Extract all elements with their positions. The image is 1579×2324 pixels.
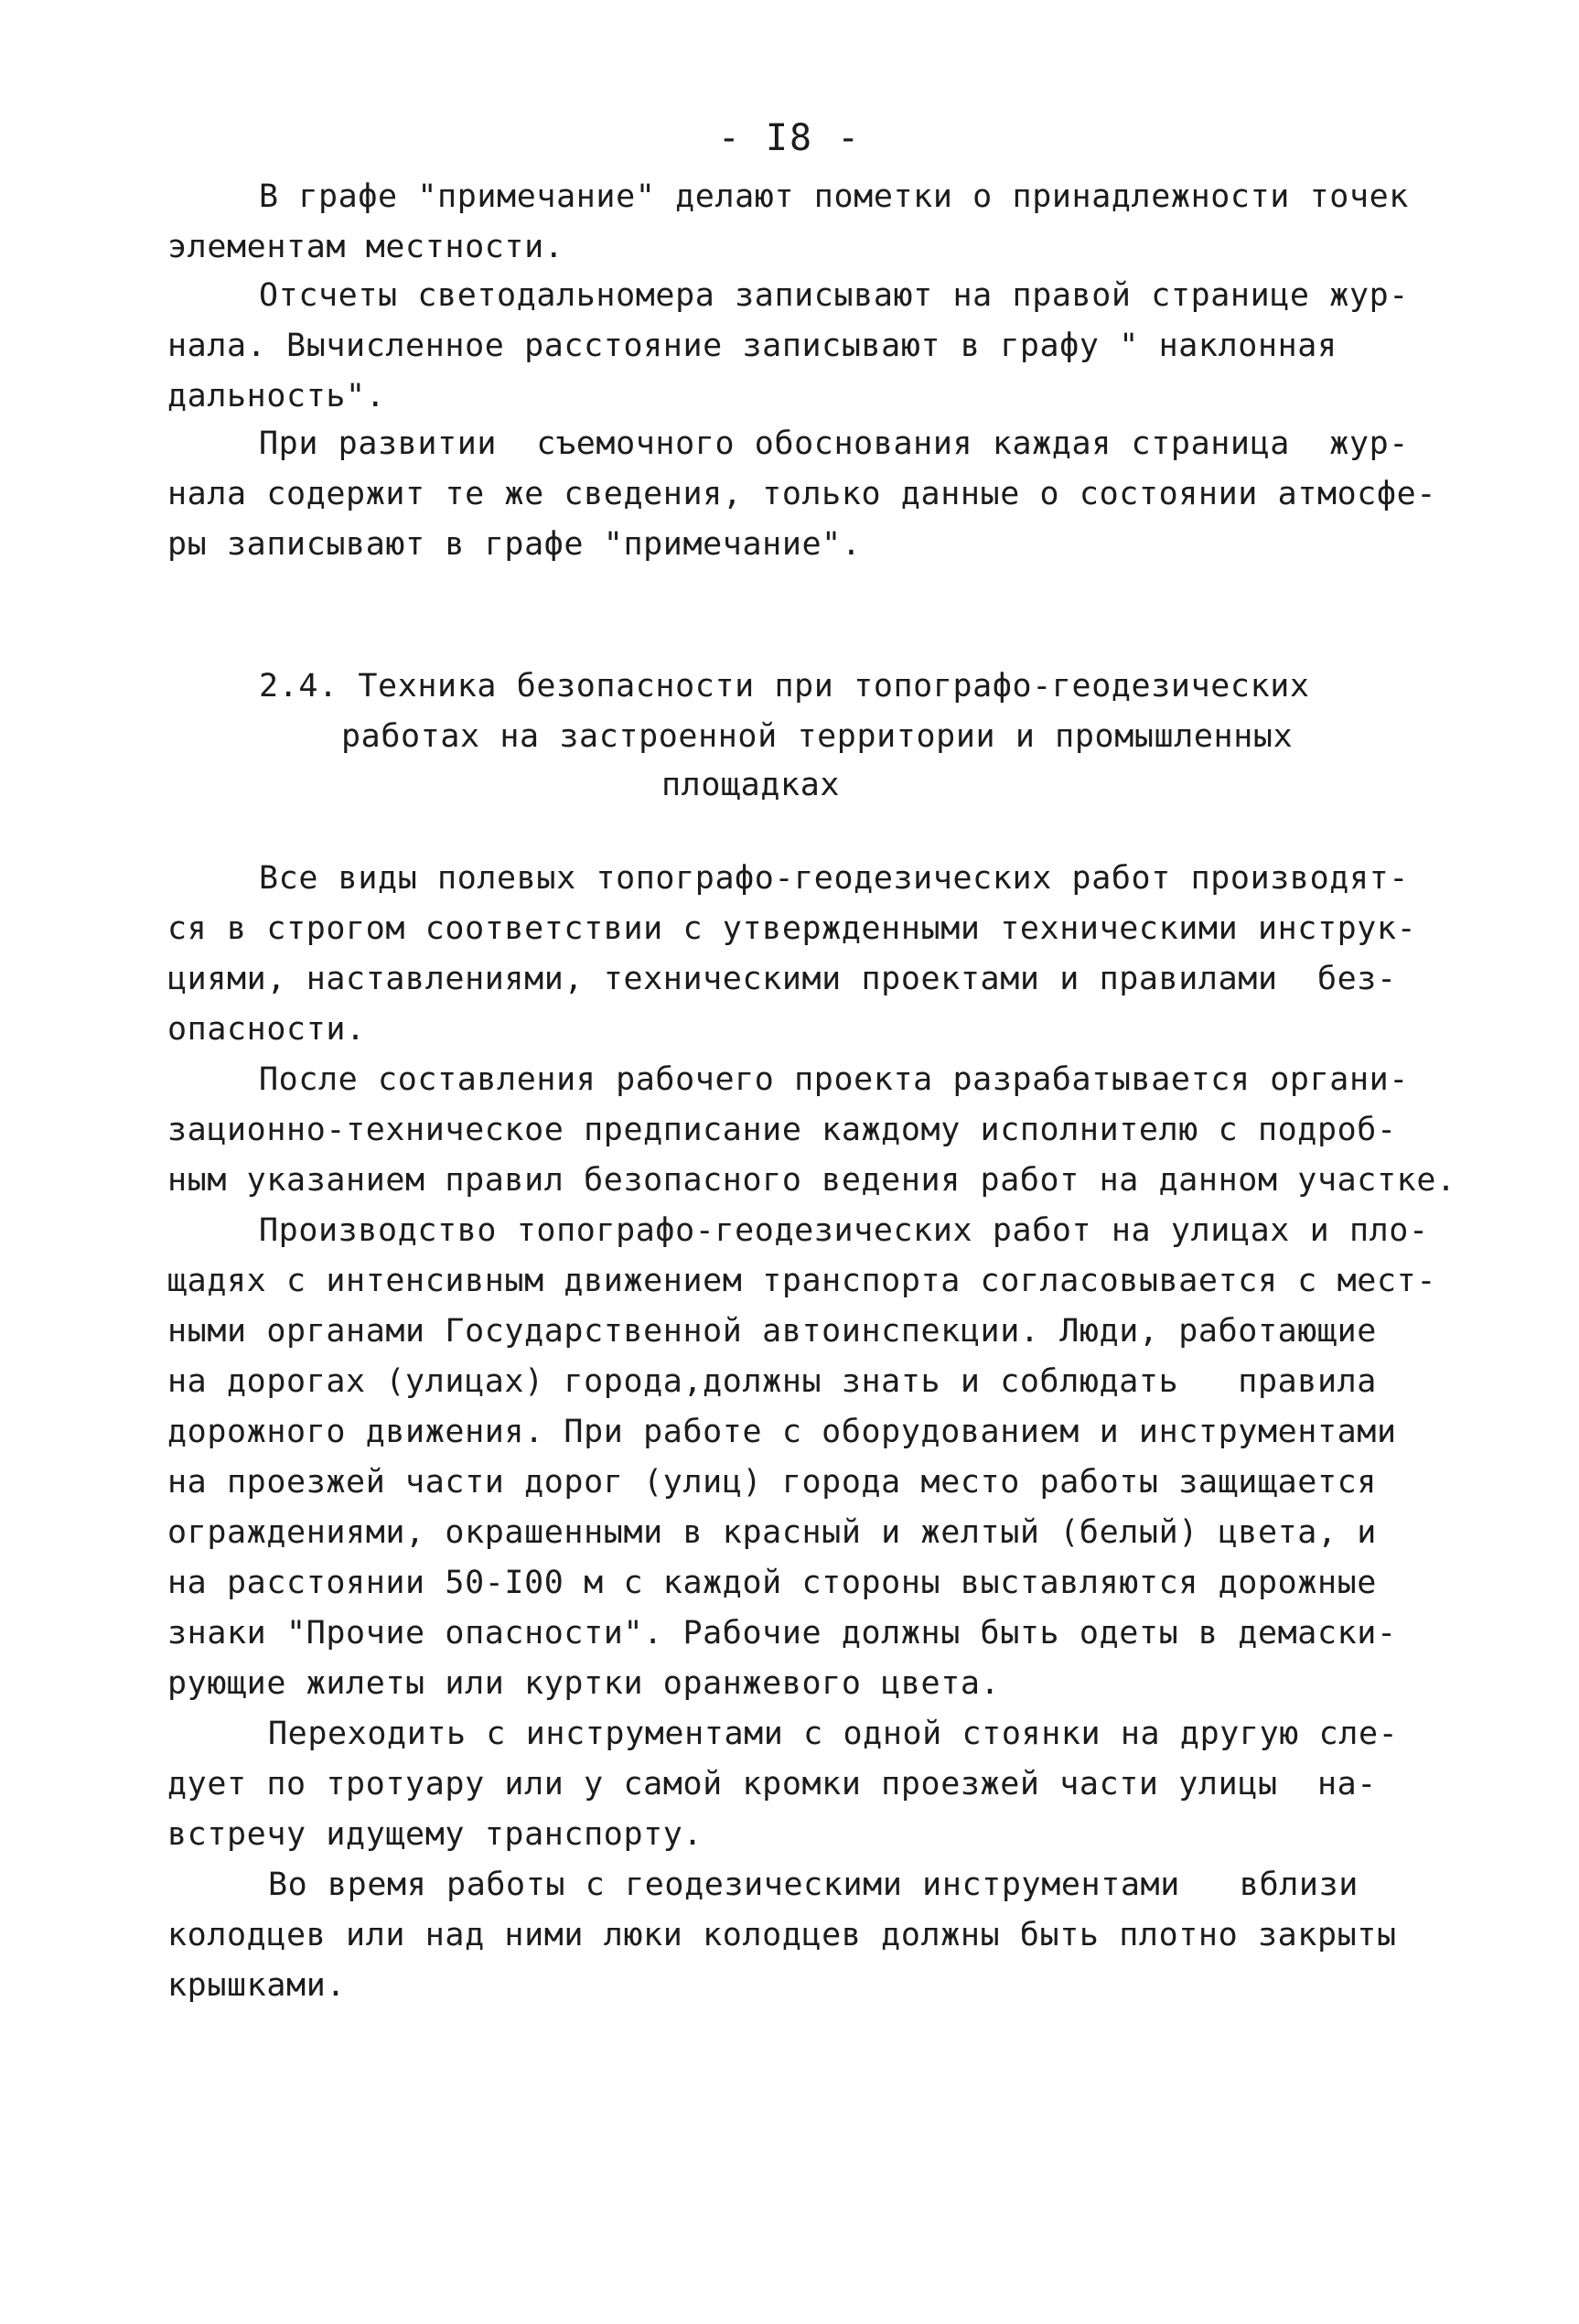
text-line: ным указанием правил безопасного ведения работ на данном участке. (167, 1162, 1456, 1199)
text-line: зационно-техническое предписание каждому исполнителю с подроб- (167, 1112, 1397, 1148)
text-line: нала содержит те же сведения, только данные о состоянии атмосфе- (167, 476, 1436, 512)
text-line: Производство топографо-геодезических работ на улицах и пло- (259, 1212, 1429, 1249)
text-line: знаки "Прочие опасности". Рабочие должны быть одеты в демаски- (167, 1615, 1397, 1652)
text-line: колодцев или над ними люки колодцев должны быть плотно закрыты (167, 1917, 1397, 1953)
text-line: дорожного движения. При работе с оборудованием и инструментами (167, 1414, 1397, 1450)
text-line: нала. Вычисленное расстояние записывают в графу " наклонная (167, 328, 1337, 364)
section-heading-line-2: работах на застроенной территории и промышленных (341, 718, 1294, 755)
text-line: на расстоянии 50-I00 м с каждой стороны выставляются дорожные (167, 1565, 1377, 1601)
text-line: После составления рабочего проекта разрабатывается органи- (259, 1061, 1409, 1098)
section-heading-line-3: площадках (661, 767, 841, 803)
text-line: на проезжей части дорог (улиц) города место работы защищается (167, 1464, 1377, 1501)
text-line: ограждениями, окрашенными в красный и желтый (белый) цвета, и (167, 1514, 1377, 1551)
text-line: дальность". (167, 378, 386, 414)
text-line: ся в строгом соответствии с утвержденными техническими инструк- (167, 910, 1417, 947)
section-heading-line-1: 2.4. Техника безопасности при топографо-геодезических (259, 668, 1310, 705)
page-number: - I8 - (717, 117, 862, 159)
text-line: При развитии съемочного обоснования каждая страница жур- (259, 425, 1409, 462)
text-line: Переходить с инструментами с одной стоянки на другую сле- (268, 1716, 1399, 1752)
text-line: встречу идущему транспорту. (167, 1816, 704, 1853)
text-line: В графе "примечание" делают пометки о принадлежности точек (259, 178, 1409, 215)
text-line: Во время работы с геодезическими инструментами вблизи (268, 1867, 1359, 1903)
text-line: опасности. (167, 1011, 366, 1048)
text-line: Отсчеты светодальномера записывают на правой странице жур- (259, 277, 1409, 314)
text-line: ными органами Государственной автоинспекции. Люди, работающие (167, 1313, 1377, 1350)
text-line: дует по тротуару или у самой кромки проезжей части улицы на- (167, 1766, 1377, 1802)
text-line: рующие жилеты или куртки оранжевого цвета. (167, 1665, 1001, 1702)
text-line: Все виды полевых топографо-геодезических работ производят- (259, 860, 1409, 897)
text-line: на дорогах (улицах) города,должны знать и соблюдать правила (167, 1363, 1377, 1400)
text-line: крышками. (167, 1967, 347, 2004)
text-line: элементам местности. (167, 229, 564, 265)
text-line: циями, наставлениями, техническими проектами и правилами без- (167, 961, 1397, 997)
text-line: щадях с интенсивным движением транспорта согласовывается с мест- (167, 1263, 1436, 1299)
text-line: ры записывают в графе "примечание". (167, 526, 862, 563)
